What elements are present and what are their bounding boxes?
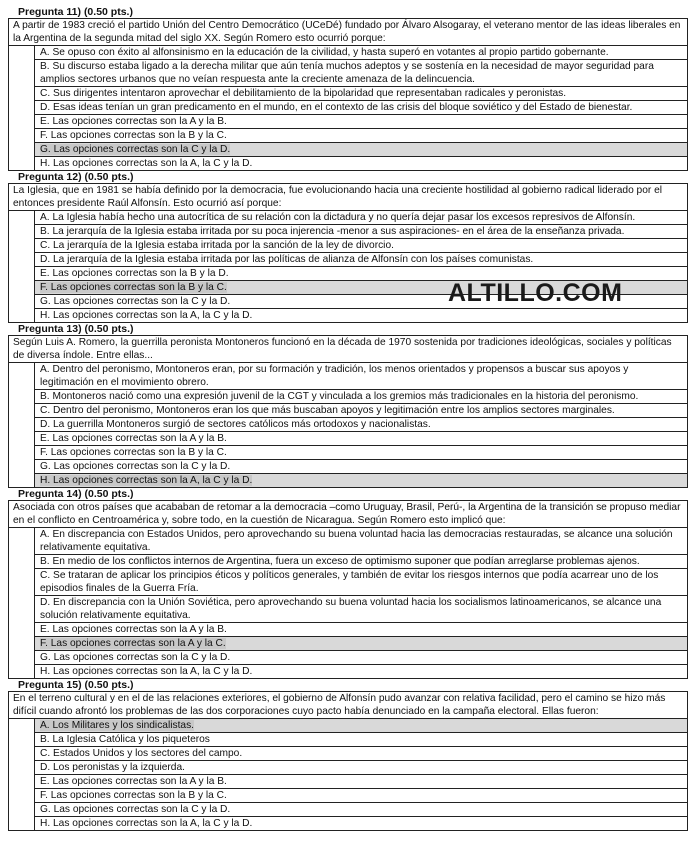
answer-option[interactable] — [34, 774, 687, 788]
answer-option-text: D. La jerarquía de la Iglesia estaba irritada por las políticas de alianza de Alfonsín con los países comunistas. — [40, 254, 534, 265]
question-stem: A partir de 1983 creció el partido Unión del Centro Democrático (UCeDé) fundado por Álvaro Alsogaray, el veterano mentor de las ideas liberales en la Argentina de la segunda mitad del siglo XX. Según Romero esto ocurrió porque: — [9, 19, 687, 46]
answer-option[interactable] — [34, 128, 687, 142]
question-header: Pregunta 11) (0.50 pts.) — [18, 6, 133, 18]
answer-option[interactable] — [34, 156, 687, 170]
answer-option-text: G. Las opciones correctas son la C y la D. — [40, 296, 231, 307]
answer-option[interactable] — [34, 59, 687, 86]
answer-option[interactable] — [34, 266, 687, 280]
answer-option-text: G. Las opciones correctas son la C y la D. — [40, 804, 231, 815]
answer-option-text: B. La Iglesia Católica y los piqueteros — [40, 734, 210, 745]
exam-document — [0, 6, 700, 831]
answer-option[interactable] — [34, 802, 687, 816]
answer-option-text: E. Las opciones correctas son la B y la D. — [40, 268, 229, 279]
answer-option-text: C. Estados Unidos y los sectores del campo. — [40, 748, 243, 759]
question-block — [8, 691, 688, 831]
question-stem: La Iglesia, que en 1981 se había definido por la democracia, fue evolucionando hacia una creciente hostilidad al gobierno radical liderado por el entonces presidente Raúl Alfonsín. Esto ocurrió así porque: — [9, 184, 687, 211]
answer-option[interactable] — [34, 595, 687, 622]
answer-option-text: F. Las opciones correctas son la A y la C. — [40, 638, 226, 649]
altillo-watermark: ALTILLO.COM — [448, 279, 623, 307]
answer-option-text: D. En discrepancia con la Unión Soviética, pero aprovechando su buena voluntad hacia los socialismos latinoamericanos, se alcance una solución relativamente equitativa. — [40, 597, 662, 621]
answer-options — [9, 363, 687, 487]
answer-option[interactable] — [34, 417, 687, 431]
answer-option-selected[interactable] — [34, 473, 687, 487]
answer-option-text: D. Esas ideas tenían un gran predicamento en el mundo, en el contexto de las crisis del bloque soviético y del Estado de bienestar. — [40, 102, 633, 113]
answer-option-selected[interactable] — [34, 636, 687, 650]
answer-option[interactable] — [34, 211, 687, 224]
answer-option-text: E. Las opciones correctas son la A y la B. — [40, 116, 227, 127]
answer-option[interactable] — [34, 732, 687, 746]
answer-option[interactable] — [34, 788, 687, 802]
answer-option-text: B. En medio de los conflictos internos de Argentina, fuera un exceso de optimismo suponer que podían arreglarse problemas ajenos. — [40, 556, 640, 567]
answer-option-text: A. Se opuso con éxito al alfonsinismo en la educación de la civilidad, y hasta superó en votantes al propio partido gobernante. — [40, 47, 609, 58]
answer-option-text: H. Las opciones correctas son la A, la C y la D. — [40, 666, 253, 677]
answer-option-text: B. Su discurso estaba ligado a la derecha militar que aún tenía muchos adeptos y se sostenía en la necesidad de mayor seguridad para amplios sectores urbanos que no veían respuesta ante la creciente amenaza de la delincuencia. — [40, 61, 654, 85]
question-block — [8, 335, 688, 488]
question-stem: Asociada con otros países que acababan de retomar a la democracia –como Uruguay, Brasil, Perú-, la Argentina de la transición se propuso mediar en el conflicto en Centroamérica y, sobre todo, en la cuestión de Nicaragua. Según Romero esto implicó que: — [9, 501, 687, 528]
answer-option[interactable] — [34, 760, 687, 774]
question-block — [8, 18, 688, 171]
answer-option-text: H. Las opciones correctas son la A, la C y la D. — [40, 818, 253, 829]
question-header: Pregunta 15) (0.50 pts.) — [18, 679, 134, 691]
answer-option-text: B. Montoneros nació como una expresión juvenil de la CGT y vinculada a los gremios más tradicionales en la historia del peronismo. — [40, 391, 639, 402]
answer-option-text: F. Las opciones correctas son la B y la C. — [40, 447, 227, 458]
answer-option-selected[interactable] — [34, 142, 687, 156]
answer-options — [9, 719, 687, 830]
question-stem: En el terreno cultural y en el de las relaciones exteriores, el gobierno de Alfonsín pudo avanzar con relativa facilidad, pero el camino se hizo más difícil cuando afrontó los problemas de las dos corporaciones cuyo pacto había denunciado en la campaña electoral. Ellas fueron: — [9, 692, 687, 719]
answer-option-text: C. La jerarquía de la Iglesia estaba irritada por la sanción de la ley de divorcio. — [40, 240, 394, 251]
answer-option[interactable] — [34, 650, 687, 664]
answer-option[interactable] — [34, 114, 687, 128]
answer-option[interactable] — [34, 568, 687, 595]
answer-option[interactable] — [34, 746, 687, 760]
answer-option[interactable] — [34, 816, 687, 830]
answer-option-text: F. Las opciones correctas son la B y la C. — [40, 282, 227, 293]
answer-option-text: A. La Iglesia había hecho una autocrítica de su relación con la dictadura y no quería dejar pasar los excesos represivos de Alfonsín. — [40, 212, 636, 223]
answer-option[interactable] — [34, 86, 687, 100]
answer-option-text: H. Las opciones correctas son la A, la C y la D. — [40, 310, 253, 321]
question-header: Pregunta 13) (0.50 pts.) — [18, 323, 134, 335]
answer-option[interactable] — [34, 252, 687, 266]
answer-option-text: H. Las opciones correctas son la A, la C y la D. — [40, 158, 253, 169]
answer-option[interactable] — [34, 224, 687, 238]
answer-option[interactable] — [34, 389, 687, 403]
answer-option[interactable] — [34, 46, 687, 59]
answer-option-text: B. La jerarquía de la Iglesia estaba irritada por su poca injerencia -menor a sus aspiraciones- en el área de la enseñanza privada. — [40, 226, 625, 237]
answer-option-text: A. Los Militares y los sindicalistas. — [40, 720, 194, 731]
answer-option[interactable] — [34, 100, 687, 114]
answer-option-text: A. En discrepancia con Estados Unidos, pero aprovechando su buena voluntad hacia las democracias restauradas, se alcance una solución relativamente equitativa. — [40, 529, 673, 553]
answer-options — [9, 528, 687, 678]
answer-option-text: G. Las opciones correctas son la C y la D. — [40, 652, 231, 663]
answer-option-text: G. Las opciones correctas son la C y la D. — [40, 144, 231, 155]
answer-option-selected[interactable] — [34, 719, 687, 732]
answer-option[interactable] — [34, 238, 687, 252]
question-stem: Según Luis A. Romero, la guerrilla peronista Montoneros funcionó en la década de 1970 sostenida por tradiciones ideológicas, sociales y políticas de diversa índole. Entre ellas... — [9, 336, 687, 363]
answer-option-text: D. La guerrilla Montoneros surgió de sectores católicos más ortodoxos y nacionalistas. — [40, 419, 431, 430]
answer-option-text: F. Las opciones correctas son la B y la C. — [40, 130, 227, 141]
answer-option-text: E. Las opciones correctas son la A y la B. — [40, 433, 227, 444]
answer-option-text: D. Los peronistas y la izquierda. — [40, 762, 185, 773]
answer-option[interactable] — [34, 554, 687, 568]
question-block — [8, 500, 688, 679]
answer-option[interactable] — [34, 528, 687, 554]
answer-option[interactable] — [34, 308, 687, 322]
answer-option-text: C. Sus dirigentes intentaron aprovechar el debilitamiento de la bipolaridad que representaban radicales y peronistas. — [40, 88, 567, 99]
answer-option[interactable] — [34, 459, 687, 473]
answer-option-text: C. Se trataran de aplicar los principios éticos y políticos generales, y también de evitar los riesgos internos que podía acarrear uno de los episodios finales de la Guerra Fría. — [40, 570, 659, 594]
answer-option-text: H. Las opciones correctas son la A, la C y la D. — [40, 475, 253, 486]
answer-options — [9, 46, 687, 170]
answer-option-text: A. Dentro del peronismo, Montoneros eran, por su formación y tradición, los menos orientados y propensos a buscar sus apoyos y legitimación en el movimiento obrero. — [40, 364, 629, 388]
question-header: Pregunta 14) (0.50 pts.) — [18, 488, 134, 500]
answer-option-text: F. Las opciones correctas son la B y la C. — [40, 790, 227, 801]
answer-option[interactable] — [34, 622, 687, 636]
answer-option[interactable] — [34, 363, 687, 389]
question-header: Pregunta 12) (0.50 pts.) — [18, 171, 134, 183]
answer-option-text: E. Las opciones correctas son la A y la B. — [40, 624, 227, 635]
answer-option-text: E. Las opciones correctas son la A y la B. — [40, 776, 227, 787]
answer-option[interactable] — [34, 403, 687, 417]
answer-option[interactable] — [34, 431, 687, 445]
answer-option[interactable] — [34, 664, 687, 678]
answer-option[interactable] — [34, 445, 687, 459]
answer-option-text: G. Las opciones correctas son la C y la D. — [40, 461, 231, 472]
answer-option-text: C. Dentro del peronismo, Montoneros eran los que más buscaban apoyos y legitimación entre los amplios sectores marginales. — [40, 405, 615, 416]
